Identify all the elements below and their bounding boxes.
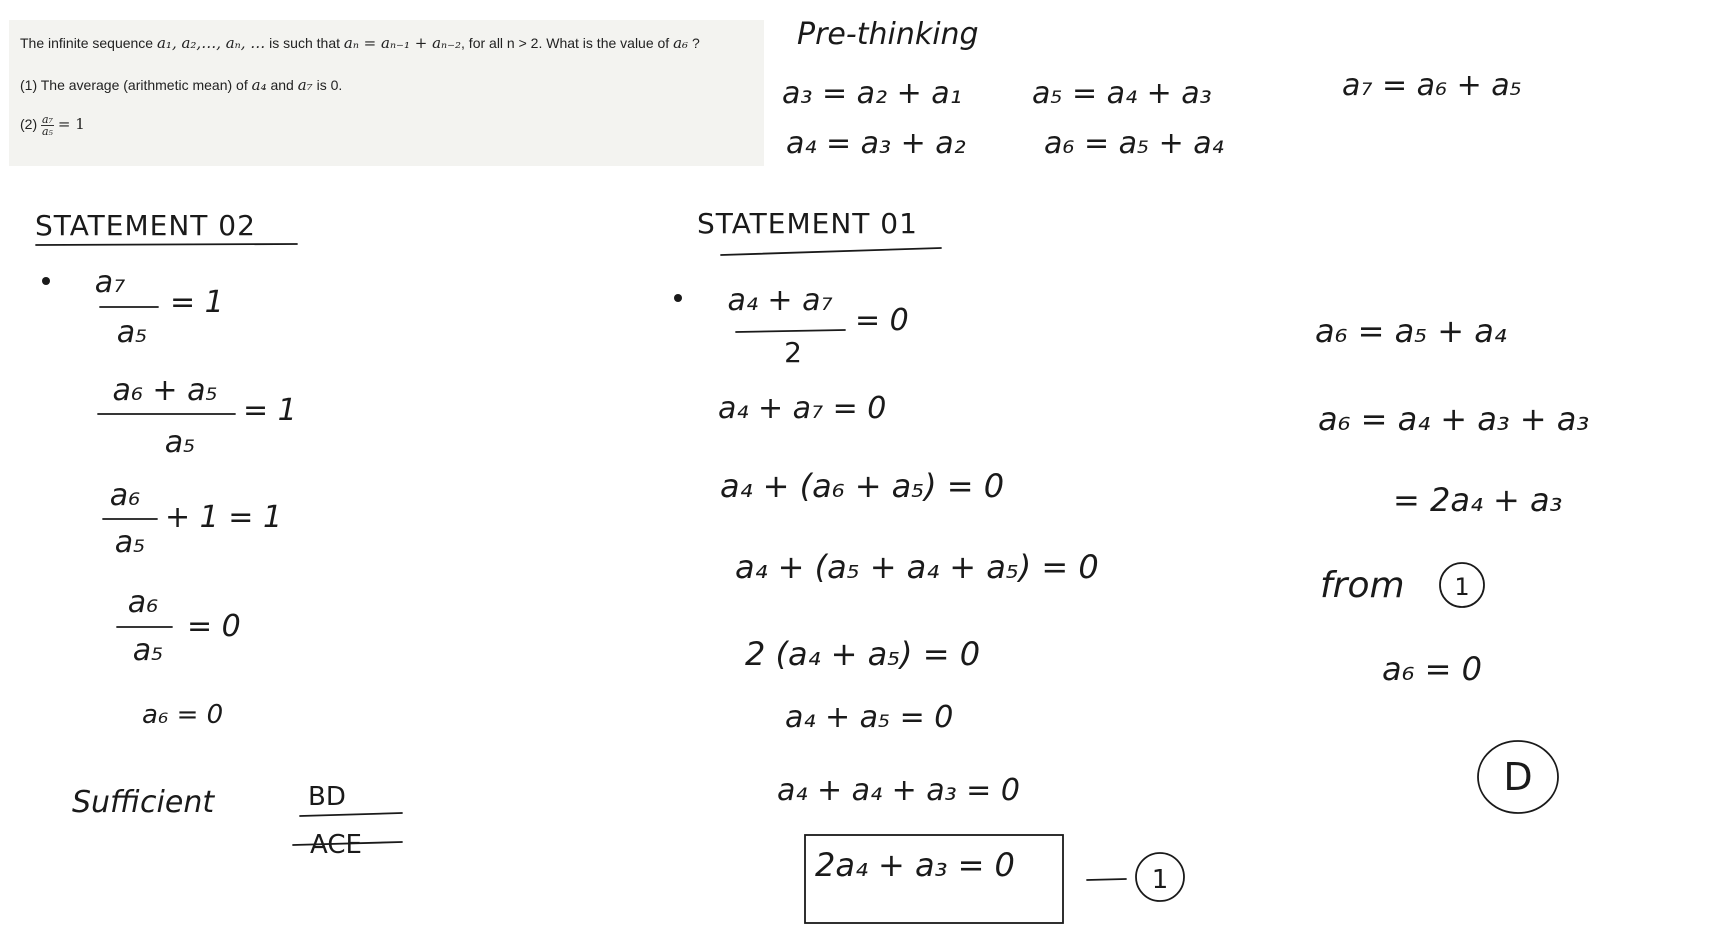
s1-line1-bar — [736, 330, 845, 332]
sufficient-note: Sufficient — [72, 785, 215, 820]
s2-line3-numerator: a₆ — [109, 478, 141, 513]
recurrence-expression: aₙ = aₙ₋₁ + aₙ₋₂ — [343, 34, 462, 52]
statement-1-prefix: (1) The average (arithmetic mean) of — [20, 77, 252, 93]
s2-line4-numerator: a₆ — [127, 585, 159, 620]
pre-eq-a3: a₃ = a₂ + a₁ — [782, 76, 962, 111]
s1-line5: 2 (a₄ + a₅) = 0 — [745, 635, 981, 673]
pre-thinking-title: Pre-thinking — [797, 17, 979, 52]
statement-2-numerator: a₇ — [42, 113, 53, 126]
statement-01-underline — [721, 248, 941, 255]
r-line2: a₆ = a₄ + a₃ + a₃ — [1318, 400, 1590, 438]
s1-line2: a₄ + a₇ = 0 — [718, 391, 887, 426]
r-line3: = 2a₄ + a₃ — [1393, 481, 1563, 519]
target-term: a₆ — [673, 34, 689, 52]
s2-line2-equals: = 1 — [243, 393, 297, 428]
s2-line1-numerator: a₇ — [94, 265, 126, 300]
pre-eq-a5: a₅ = a₄ + a₃ — [1032, 76, 1212, 111]
statement-2-prefix: (2) — [20, 116, 41, 133]
s1-line1-numerator: a₄ + a₇ — [727, 283, 833, 318]
s2-line2-numerator: a₆ + a₅ — [112, 373, 218, 408]
stem-text-4: ? — [688, 35, 700, 51]
s2-line5: a₆ = 0 — [142, 700, 224, 730]
statement-1-mid: and — [266, 77, 298, 93]
bd-choices: BD — [308, 782, 346, 812]
answer-choice: D — [1503, 755, 1533, 799]
statement-2-equals: = 1 — [57, 115, 85, 134]
s1-line6: a₄ + a₅ = 0 — [785, 700, 954, 735]
s1-line1-denominator: 2 — [784, 336, 802, 369]
s1-boxed-result: 2a₄ + a₃ = 0 — [815, 846, 1015, 884]
statement-1-term-b: a₇ — [297, 76, 313, 94]
r-line5: a₆ = 0 — [1382, 650, 1482, 688]
s2-line4-denominator: a₅ — [132, 633, 164, 668]
s2-line3-equals: + 1 = 1 — [165, 500, 283, 535]
stem-text-1: The infinite sequence — [20, 35, 157, 51]
statement-2-denominator: a₅ — [42, 125, 53, 138]
sequence-expression: a₁, a₂,…, aₙ, … — [156, 34, 266, 52]
s1-line4: a₄ + (a₅ + a₄ + a₅) = 0 — [735, 548, 1099, 586]
statement-1-term-a: a₄ — [251, 76, 267, 94]
pre-eq-a4: a₄ = a₃ + a₂ — [786, 126, 966, 161]
statement-02-underline — [36, 244, 297, 245]
stem-text-2: is such that — [265, 35, 344, 51]
statement-01-heading: STATEMENT 01 — [697, 207, 918, 240]
r-ref-label: 1 — [1454, 573, 1470, 601]
s2-line1-equals: = 1 — [170, 285, 224, 320]
statement-1-suffix: is 0. — [312, 77, 343, 93]
s2-line4-equals: = 0 — [187, 609, 241, 644]
s1-line1-equals: = 0 — [855, 303, 909, 338]
s1-line3: a₄ + (a₆ + a₅) = 0 — [720, 467, 1005, 505]
bd-underline — [300, 813, 402, 816]
r-line1: a₆ = a₅ + a₄ — [1315, 312, 1507, 350]
statement-02-heading: STATEMENT 02 — [35, 209, 256, 242]
s1-ref-label: 1 — [1151, 865, 1169, 895]
pre-eq-a6: a₆ = a₅ + a₄ — [1044, 126, 1224, 161]
pre-eq-a7: a₇ = a₆ + a₅ — [1342, 68, 1522, 103]
ace-choices: ACE — [310, 830, 362, 860]
s2-line2-denominator: a₅ — [164, 425, 196, 460]
s2-line1-denominator: a₅ — [116, 315, 148, 350]
s1-ref-dash — [1087, 879, 1126, 880]
s2-line3-denominator: a₅ — [114, 525, 146, 560]
r-from: from — [1320, 565, 1405, 606]
bullet-statement-01 — [674, 294, 682, 302]
s1-line7: a₄ + a₄ + a₃ = 0 — [777, 773, 1020, 808]
stem-text-3: , for all n > 2. What is the value of — [461, 35, 674, 51]
bullet-statement-02 — [42, 277, 50, 285]
